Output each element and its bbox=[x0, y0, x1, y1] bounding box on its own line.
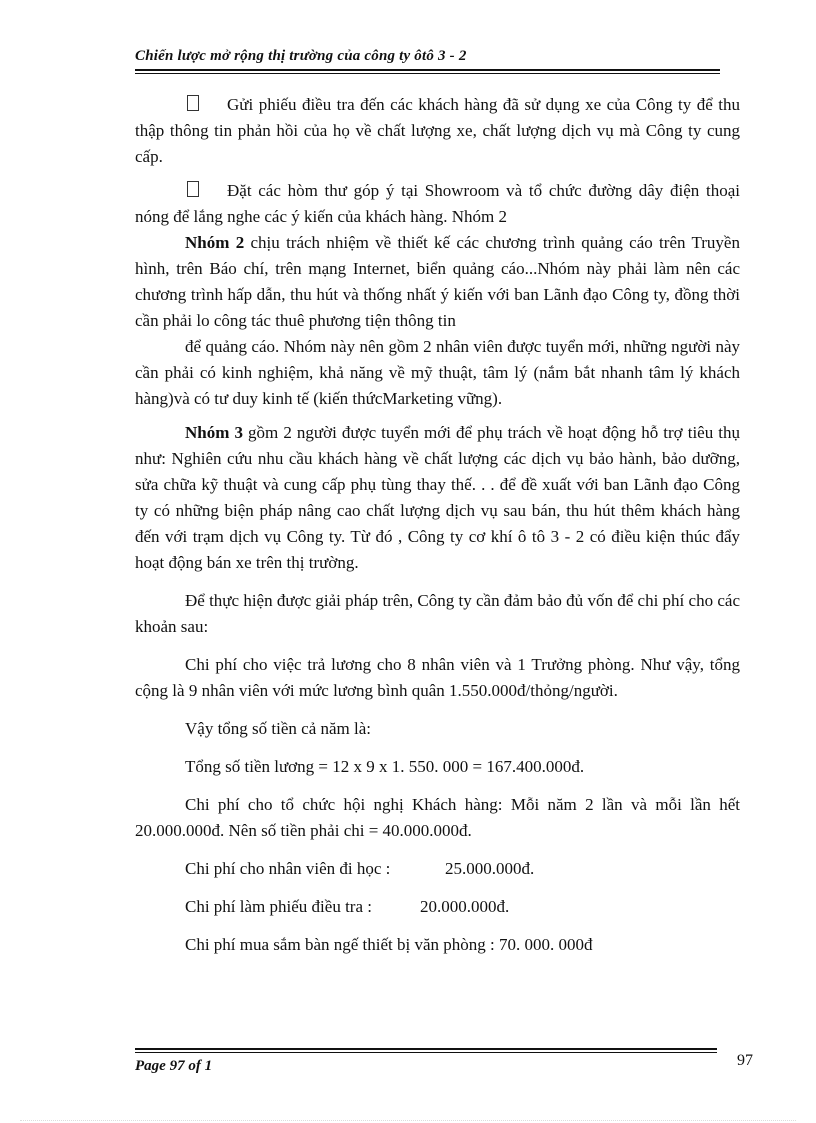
cost-row-training: Chi phí cho nhân viên đi học : 25.000.000đ. bbox=[185, 859, 535, 878]
page-bottom-divider bbox=[20, 1120, 796, 1121]
paragraph-yearly-total: Vậy tổng số tiền cả năm là: bbox=[185, 719, 372, 738]
page-header bbox=[135, 48, 720, 74]
paragraph-mailbox: Đặt các hòm thư góp ý tại Showroom và tổ chức đường dây điện thoại nóng để lắng nghe các ý kiến của khách hàng. Nhóm 2 bbox=[135, 181, 740, 226]
paragraph-salary-formula: Tổng số tiền lương = 12 x 9 x 1. 550. 000 = 167.400.000đ. bbox=[185, 757, 585, 776]
footer-rule bbox=[135, 1048, 717, 1053]
checkbox-bullet-icon bbox=[187, 181, 199, 197]
paragraph-survey: Gửi phiếu điều tra đến các khách hàng đã sử dụng xe của Công ty để thu thập thông tin phản hồi của họ về chất lượng xe, chất lượng dịch vụ mà Công ty cung cấp. bbox=[135, 95, 740, 166]
paragraph-conference: Chi phí cho tổ chức hội nghị Khách hàng: Mỗi năm 2 lần và mỗi lần hết 20.000.000đ. Nên số tiền phải chi = 40.000.000đ. bbox=[135, 795, 740, 840]
paragraph-group-2: Nhóm 2 chịu trách nhiệm về thiết kế các chương trình quảng cáo trên Truyền hình, trên Báo chí, trên mạng Internet, biển quảng cáo...Nhóm này phải làm nên các chương trình hấp dẫn, thu hút và thống nhất ý kiến với ban Lãnh đạo Công ty, đồng thời cần phải lo công tác thuê phương tiện thông tin bbox=[135, 233, 740, 330]
footer-page-label: Page 97 of 1 bbox=[135, 1058, 213, 1074]
checkbox-bullet-icon bbox=[187, 95, 199, 111]
paragraph-salary: Chi phí cho việc trả lương cho 8 nhân viên và 1 Trưởng phòng. Như vậy, tổng cộng là 9 nhân viên với mức lương bình quân 1.550.000đ/thỏng/người. bbox=[135, 655, 740, 700]
cost-row-equipment: Chi phí mua sắm bàn ngế thiết bị văn phòng : 70. 000. 000đ bbox=[185, 935, 593, 954]
page-footer bbox=[135, 1048, 717, 1075]
group-3-label: Nhóm 3 bbox=[185, 423, 243, 442]
paragraph-funding: Để thực hiện được giải pháp trên, Công ty cần đảm bảo đủ vốn để chi phí cho các khoản sau: bbox=[135, 591, 740, 636]
page-number: 97 bbox=[737, 1052, 753, 1069]
group-2-label: Nhóm 2 bbox=[185, 233, 245, 252]
header-title: Chiến lược mở rộng thị trường của công ty ôtô 3 - 2 bbox=[135, 48, 467, 64]
paragraph-group-2-staff: để quảng cáo. Nhóm này nên gồm 2 nhân viên được tuyển mới, những người này cần phải có kinh nghiệm, khả năng về mỹ thuật, tâm lý (nắm bắt nhanh tâm lý khách hàng)và có tư duy kinh tế (kiến thứcMarketing vững). bbox=[135, 337, 740, 408]
header-rule bbox=[135, 69, 720, 74]
document-body bbox=[135, 92, 740, 958]
cost-row-survey: Chi phí làm phiếu điều tra : 20.000.000đ. bbox=[185, 897, 510, 916]
paragraph-group-3: Nhóm 3 gồm 2 người được tuyển mới để phụ trách về hoạt động hỗ trợ tiêu thụ như: Nghiên cứu nhu cầu khách hàng về chất lượng các dịch vụ bảo hành, bảo dưỡng, sửa chữa kỹ thuật và cung cấp phụ tùng thay thế. . . để đề xuất với ban Lãnh đạo Công ty có những biện pháp nâng cao chất lượng dịch vụ sau bán, thu hút thêm khách hàng đến với trạm dịch vụ Công ty. Từ đó , Công ty cơ khí ô tô 3 - 2 có điều kiện thúc đẩy hoạt động bán xe trên thị trường. bbox=[135, 423, 740, 572]
